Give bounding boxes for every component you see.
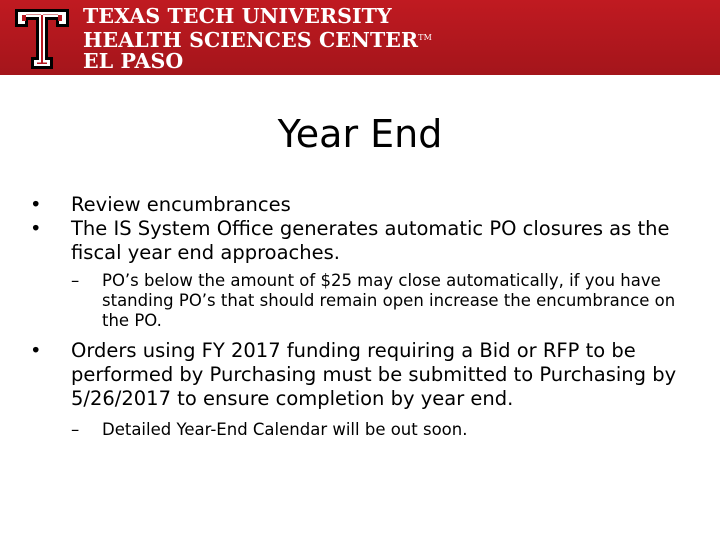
sub-bullet-item: – PO’s below the amount of $25 may close automatically, if you have standing PO’s that should remain open increase the encumbrance on the PO.	[71, 271, 690, 331]
header-banner	[0, 0, 720, 75]
slide-title: Year End	[277, 112, 443, 156]
institution-name	[83, 6, 432, 72]
institution-line-1: TEXAS TECH UNIVERSITY	[83, 4, 392, 28]
bullet-text: Orders using FY 2017 funding requiring a Bid or RFP to be performed by Purchasing must be submitted to Purchasing by 5/26/2017 to ensure completion by year end.	[71, 339, 677, 410]
institution-line-2: HEALTH SCIENCES CENTER™	[83, 28, 432, 52]
institution-line-3: EL PASO	[83, 49, 184, 73]
bullet-text: The IS System Office generates automatic PO closures as the fiscal year end approaches.	[71, 217, 670, 264]
bullet-item	[30, 217, 690, 265]
bullet-list	[30, 193, 690, 440]
bullet-item: • Review encumbrances	[30, 193, 690, 217]
sub-bullet-item: – Detailed Year-End Calendar will be out soon.	[71, 420, 690, 440]
bullet-item	[30, 339, 690, 411]
double-t-logo-icon	[13, 5, 71, 71]
trademark-mark: TM	[418, 33, 432, 42]
